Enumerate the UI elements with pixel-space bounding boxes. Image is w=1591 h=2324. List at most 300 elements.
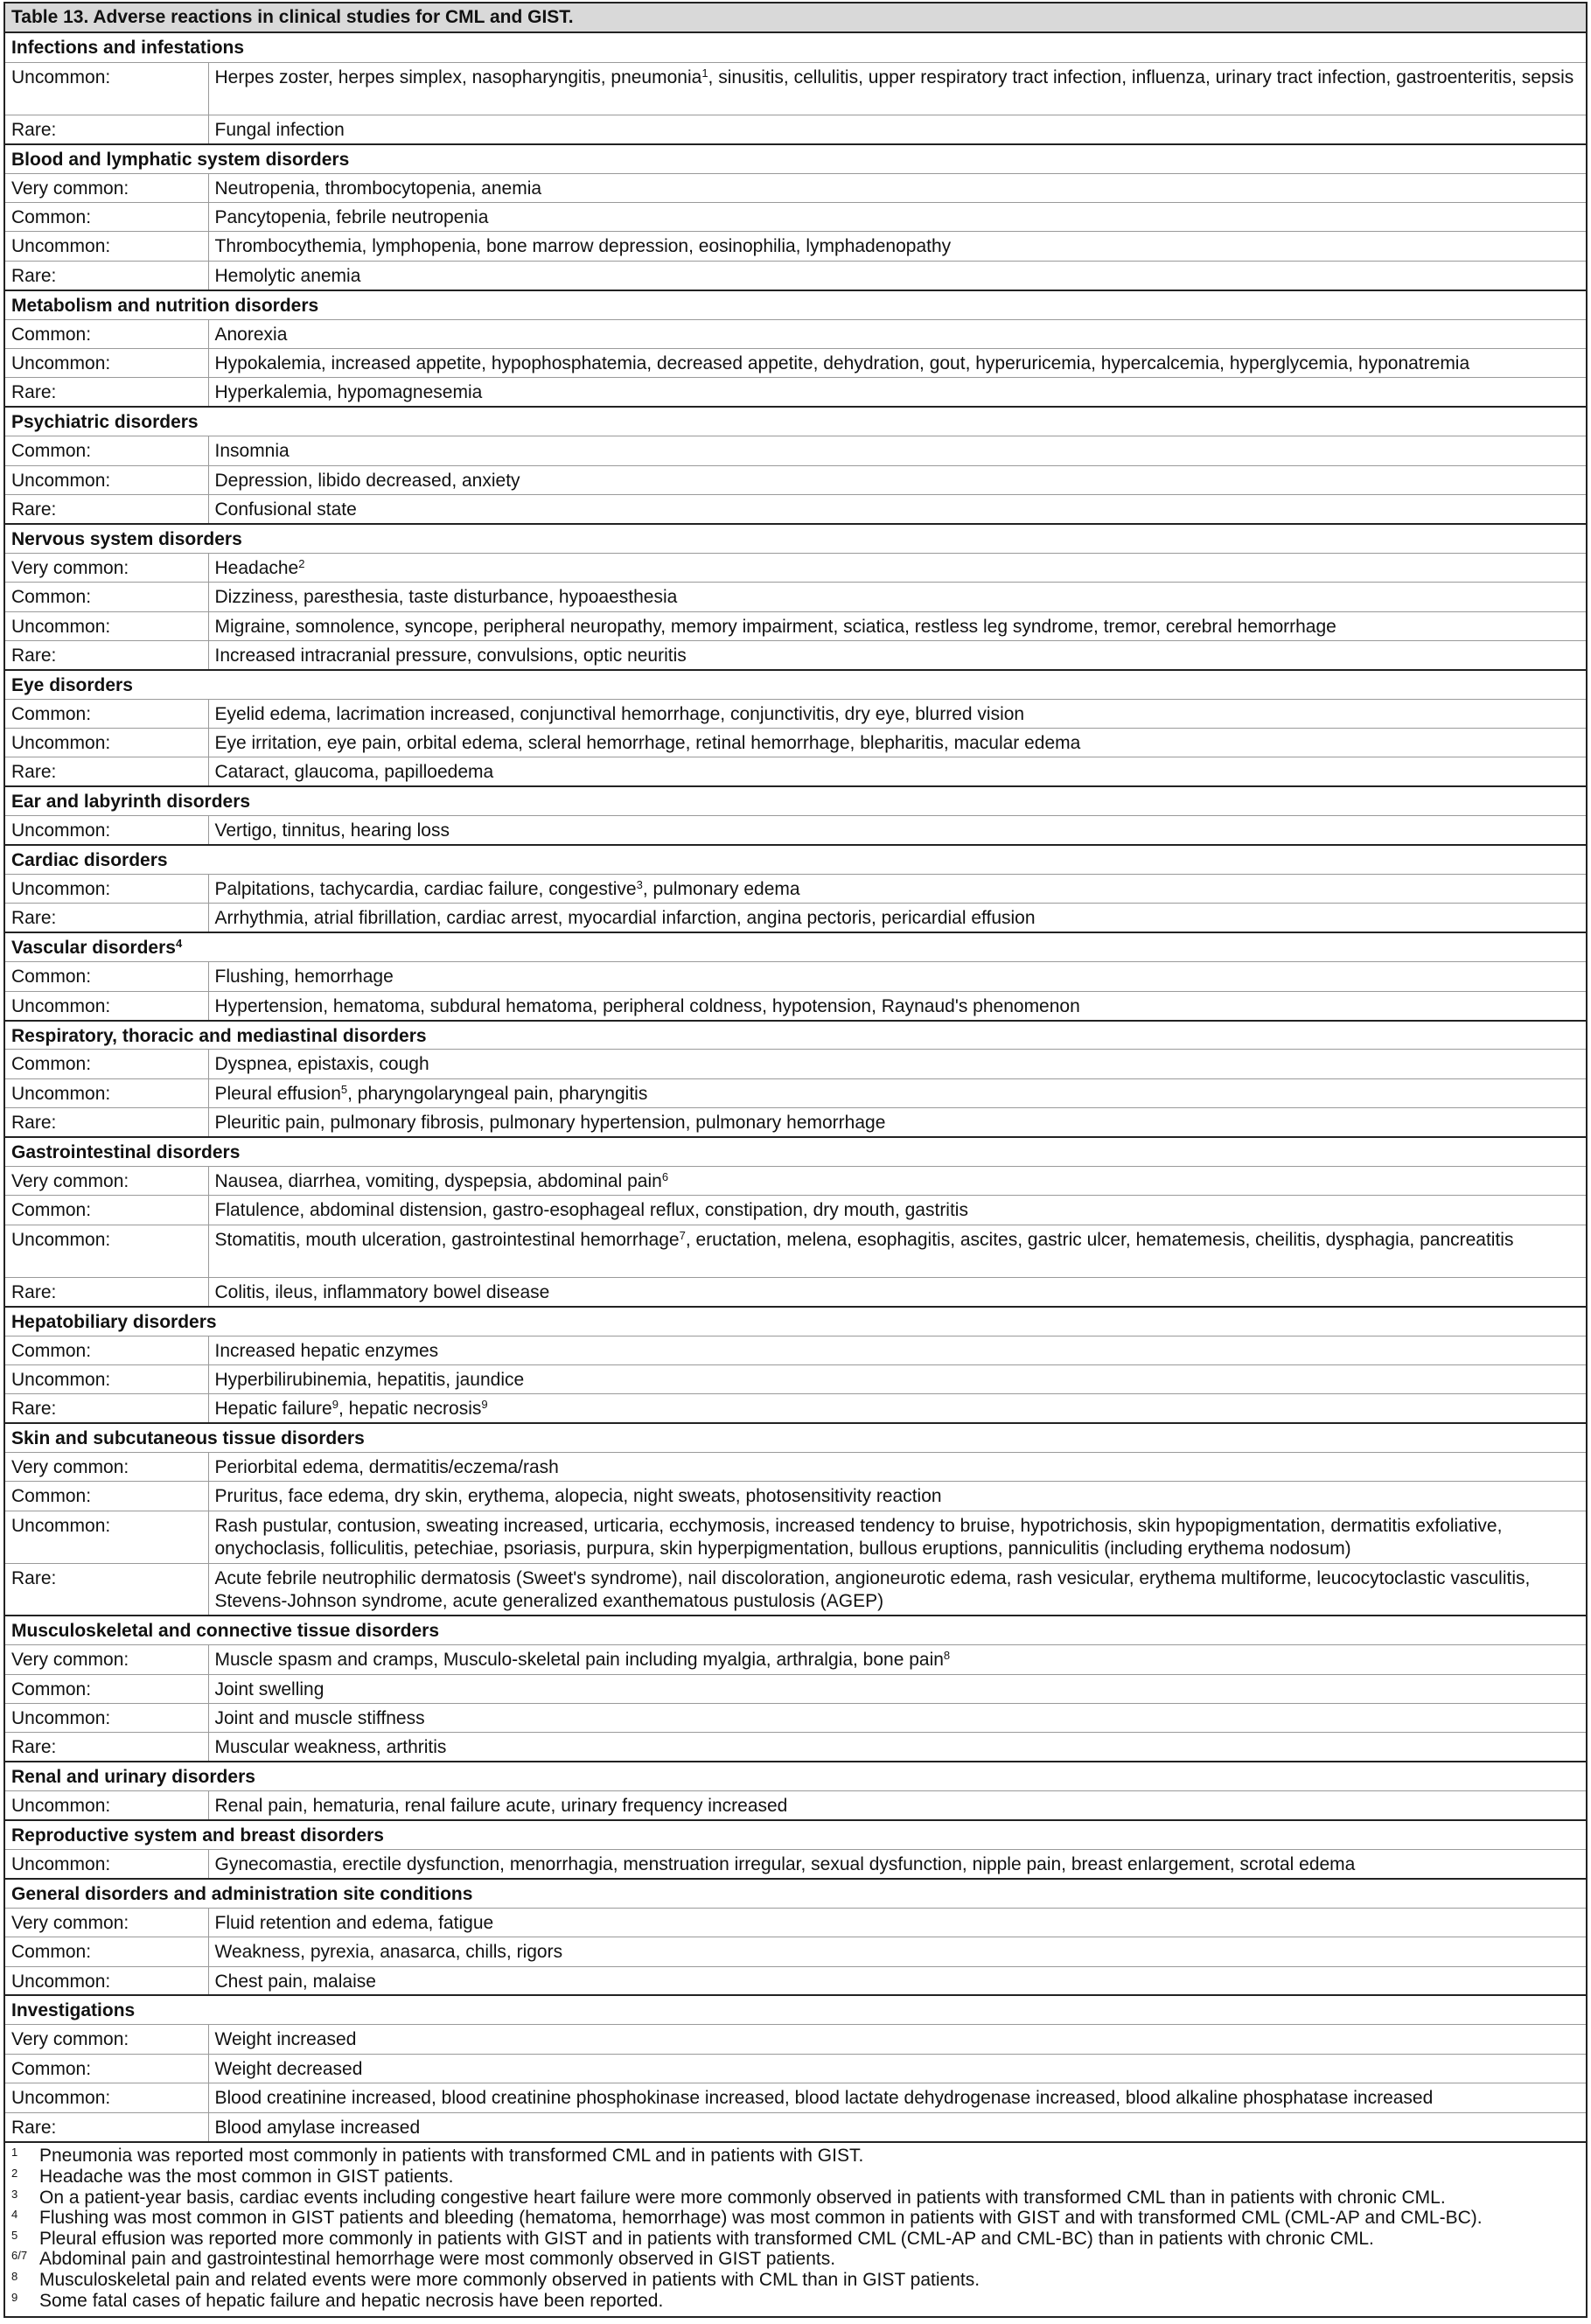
table-row [5,757,1586,786]
reaction-list [208,1563,1586,1616]
frequency-label: Common: [5,1937,208,1966]
section [5,1307,1586,1424]
table-row [5,1078,1586,1107]
reaction-text: Increased intracranial pressure, convulsions, optic neuritis [214,645,687,666]
reaction-list [208,232,1586,261]
table-row [5,1225,1586,1277]
reaction-text: Joint and muscle stiffness [214,1708,425,1729]
table-row [5,349,1586,378]
footnote [11,2249,1580,2270]
reaction-text: Nausea, diarrhea, vomiting, dyspepsia, abdominal pain [214,1170,662,1191]
table-row [5,1277,1586,1306]
frequency-label: Very common: [5,1453,208,1482]
footnote-ref: 8 [943,1649,951,1663]
frequency-label: Very common: [5,173,208,202]
section [5,1616,1586,1762]
reaction-list [208,115,1586,143]
section-header-row [5,1423,1586,1452]
reaction-list [208,699,1586,728]
section-title [5,524,1586,553]
reaction-text: Pancytopenia, febrile neutropenia [214,207,489,228]
footnote-mark: 9 [11,2290,18,2304]
section-title [5,290,1586,319]
section-header-row [5,290,1586,319]
reaction-list [208,319,1586,348]
reaction-list [208,1704,1586,1733]
frequency-label: Very common: [5,1166,208,1195]
section-title [5,1137,1586,1166]
table-row [5,729,1586,757]
frequency-label: Rare: [5,2112,208,2141]
frequency-label: Uncommon: [5,991,208,1020]
section-header-row [5,1879,1586,1908]
reaction-text: Eye irritation, eye pain, orbital edema, scleral hemorrhage, retinal hemorrhage, blepharitis, macular edema [214,733,1081,754]
section-title [5,1879,1586,1908]
table-row [5,465,1586,494]
table-row [5,1364,1586,1393]
section-title-text: Gastrointestinal disorders [11,1142,241,1163]
section-header-row [5,845,1586,874]
section-title [5,1616,1586,1644]
reaction-text: Fluid retention and edema, fatigue [214,1912,494,1933]
reaction-text: Hypertension, hematoma, subdural hematoma, peripheral coldness, hypotension, Raynaud's phenomenon [214,995,1080,1016]
section-header-row [5,407,1586,436]
footnote [11,2229,1580,2250]
frequency-label: Uncommon: [5,1078,208,1107]
frequency-label: Common: [5,1050,208,1078]
frequency-label: Rare: [5,757,208,786]
section [5,524,1586,670]
reaction-list [208,611,1586,640]
reaction-text: Dyspnea, epistaxis, cough [214,1054,429,1075]
reaction-list [208,2025,1586,2054]
reaction-list [208,173,1586,202]
reaction-text: , pharyngolaryngeal pain, pharyngitis [347,1083,648,1104]
frequency-label: Common: [5,699,208,728]
footnote-ref: 1 [701,66,708,80]
reaction-list [208,1108,1586,1137]
table-row [5,583,1586,611]
table-row [5,1511,1586,1563]
footnote-ref: 7 [679,1228,686,1242]
table-row [5,904,1586,932]
footnotes [5,2141,1586,2316]
table-row [5,1966,1586,1995]
reaction-list [208,1674,1586,1703]
footnote-mark: 8 [11,2269,18,2283]
section-header-row [5,524,1586,553]
table-row [5,2112,1586,2141]
reaction-text: , hepatic necrosis [338,1399,482,1420]
frequency-label: Rare: [5,1394,208,1423]
frequency-label: Rare: [5,1733,208,1762]
table-row [5,2083,1586,2112]
reaction-text: Weakness, pyrexia, anasarca, chills, rigors [214,1942,563,1963]
footnote-ref: 9 [331,1398,338,1412]
reaction-text: Weight increased [214,2029,357,2050]
section-title-text: General disorders and administration site conditions [11,1883,473,1904]
table-row [5,1166,1586,1195]
frequency-label: Uncommon: [5,2083,208,2112]
footnote-mark: 1 [11,2146,18,2160]
footnote-mark: 2 [11,2166,18,2180]
footnote-mark: 5 [11,2228,18,2242]
table-row [5,1908,1586,1937]
section-title [5,1423,1586,1452]
frequency-label: Uncommon: [5,729,208,757]
table-row [5,553,1586,582]
reaction-text: Gynecomastia, erectile dysfunction, menorrhagia, menstruation irregular, sexual dysfunction, nipple pain, breast enlargement, scrotal edema [214,1853,1356,1874]
frequency-label: Rare: [5,115,208,143]
reaction-list [208,1937,1586,1966]
footnote [11,2167,1580,2188]
frequency-label: Uncommon: [5,1791,208,1820]
reaction-list [208,2083,1586,2112]
footnote [11,2146,1580,2167]
section [5,1137,1586,1307]
table-caption: Table 13. Adverse reactions in clinical studies for CML and GIST. [5,3,1586,33]
footnote-text: On a patient-year basis, cardiac events including congestive heart failure were more commonly observed in patients with transformed CML than in patients with chronic CML. [39,2187,1446,2208]
footnote [11,2270,1580,2291]
reaction-text: Blood creatinine increased, blood creatinine phosphokinase increased, blood lactate dehydrogenase increased, blood alkaline phosphatase increased [214,2088,1434,2109]
table-row [5,494,1586,523]
frequency-label: Rare: [5,1108,208,1137]
table-row [5,816,1586,845]
footnote-mark: 3 [11,2187,18,2201]
reaction-list [208,991,1586,1020]
table-row [5,261,1586,290]
section-title [5,1995,1586,2024]
reaction-list [208,1511,1586,1563]
reaction-list [208,436,1586,465]
table-row [5,1937,1586,1966]
section-title [5,670,1586,699]
reaction-text: Migraine, somnolence, syncope, peripheral neuropathy, memory impairment, sciatica, restless leg syndrome, tremor, cerebral hemorrhage [214,616,1336,637]
section-title [5,845,1586,874]
table-row [5,1482,1586,1511]
footnote-text: Pleural effusion was reported more commonly in patients with GIST and in patients with transformed CML (CML-AP and CML-BC) than in patients with chronic CML. [39,2228,1374,2249]
reaction-list [208,349,1586,378]
reaction-list [208,1482,1586,1511]
reaction-list [208,757,1586,786]
frequency-label: Uncommon: [5,875,208,904]
footnote-text: Flushing was most common in GIST patients and bleeding (hematoma, hemorrhage) was most common in patients with GIST and with transformed CML (CML-AP and CML-BC). [39,2208,1483,2229]
footnote-ref: 3 [636,878,643,892]
table-row [5,378,1586,407]
reaction-text: Arrhythmia, atrial fibrillation, cardiac arrest, myocardial infarction, angina pectoris, pericardial effusion [214,908,1036,929]
reaction-list [208,494,1586,523]
frequency-label: Common: [5,2054,208,2083]
section-header-row [5,144,1586,173]
section [5,33,1586,144]
footnote-text: Musculoskeletal pain and related events were more commonly observed in patients with CML than in GIST patients. [39,2269,980,2290]
section-title-text: Renal and urinary disorders [11,1767,255,1788]
reaction-list [208,875,1586,904]
reaction-list [208,465,1586,494]
frequency-label: Common: [5,962,208,991]
reaction-list [208,1908,1586,1937]
section-title-text: Nervous system disorders [11,528,242,549]
table-row [5,875,1586,904]
reaction-text: Acute febrile neutrophilic dermatosis (Sweet's syndrome), nail discoloration, angioneurotic edema, rash vesicular, erythema multiforme, leucocytoclastic vasculitis, Stevens-Johnson syndrome, acute generalized exanthematous pustulosis (AGEP) [214,1567,1531,1611]
reaction-text: Increased hepatic enzymes [214,1340,439,1361]
table-row [5,232,1586,261]
footnote-ref: 5 [340,1082,348,1096]
table-row [5,2025,1586,2054]
section-header-row [5,786,1586,815]
table-row [5,1050,1586,1078]
reaction-list [208,62,1586,115]
table-row [5,611,1586,640]
frequency-label: Uncommon: [5,1704,208,1733]
reaction-text: Insomnia [214,441,290,462]
reaction-list [208,1196,1586,1225]
reaction-list [208,261,1586,290]
reaction-list [208,203,1586,232]
section-header-row [5,1307,1586,1336]
reaction-list [208,378,1586,407]
frequency-label: Uncommon: [5,1849,208,1878]
reaction-list [208,1791,1586,1820]
frequency-label: Very common: [5,1645,208,1674]
frequency-label: Uncommon: [5,816,208,845]
section-title-text: Cardiac disorders [11,850,168,871]
reaction-text: Confusional state [214,499,357,520]
reaction-list [208,904,1586,932]
table-row [5,436,1586,465]
section-title-text: Hepatobiliary disorders [11,1311,217,1332]
section-title-text: Psychiatric disorders [11,412,199,433]
reaction-text: Hyperkalemia, hypomagnesemia [214,382,483,403]
adverse-reactions-document [3,2,1588,2318]
table-row [5,1394,1586,1423]
reaction-text: Vertigo, tinnitus, hearing loss [214,820,450,841]
section-title-text: Respiratory, thoracic and mediastinal disorders [11,1025,427,1046]
frequency-label: Rare: [5,494,208,523]
section [5,670,1586,787]
frequency-label: Common: [5,1196,208,1225]
reaction-text: Fungal infection [214,119,345,140]
table-row [5,1645,1586,1674]
section-header-row [5,1820,1586,1849]
reaction-text: Thrombocythemia, lymphopenia, bone marrow depression, eosinophilia, lymphadenopathy [214,236,952,257]
section-header-row [5,33,1586,62]
section [5,1879,1586,1996]
reaction-text: Weight decreased [214,2058,363,2079]
section-header-row [5,1762,1586,1790]
reaction-text: Chest pain, malaise [214,1971,376,1992]
frequency-label: Uncommon: [5,611,208,640]
frequency-label: Uncommon: [5,1364,208,1393]
frequency-label: Common: [5,319,208,348]
reaction-text: Depression, libido decreased, anxiety [214,470,520,491]
table-row [5,173,1586,202]
footnote [11,2208,1580,2229]
frequency-label: Rare: [5,904,208,932]
table-row [5,1849,1586,1878]
reaction-list [208,1966,1586,1995]
section-header-row [5,1616,1586,1644]
frequency-label: Uncommon: [5,1511,208,1563]
reaction-text: Hemolytic anemia [214,265,361,286]
reaction-text: Pleural effusion [214,1083,341,1104]
section [5,845,1586,932]
reaction-text: Pleuritic pain, pulmonary fibrosis, pulmonary hypertension, pulmonary hemorrhage [214,1113,886,1134]
reaction-text: Muscular weakness, arthritis [214,1737,447,1758]
section-title [5,144,1586,173]
table-row [5,1704,1586,1733]
reaction-text: , eructation, melena, esophagitis, ascites, gastric ulcer, hematemesis, cheilitis, dysphagia, pancreatitis [685,1229,1514,1250]
section [5,1995,1586,2141]
footnote-mark: 6/7 [11,2249,28,2263]
frequency-label: Very common: [5,553,208,582]
section [5,932,1586,1020]
frequency-label: Uncommon: [5,62,208,115]
table-row [5,1196,1586,1225]
reaction-list [208,729,1586,757]
table-row [5,2054,1586,2083]
reaction-list [208,1050,1586,1078]
reaction-text: Headache [214,557,299,578]
section-title [5,1820,1586,1849]
section-title-text: Metabolism and nutrition disorders [11,295,319,316]
reaction-list [208,2054,1586,2083]
frequency-label: Very common: [5,2025,208,2054]
reaction-text: Flatulence, abdominal distension, gastro-esophageal reflux, constipation, dry mouth, gastritis [214,1200,968,1221]
reaction-text: Pruritus, face edema, dry skin, erythema, alopecia, night sweats, photosensitivity reaction [214,1486,942,1507]
frequency-label: Common: [5,1674,208,1703]
section [5,144,1586,290]
section-title [5,786,1586,815]
section-title [5,1021,1586,1050]
section-title-text: Infections and infestations [11,38,245,58]
reaction-text: Blood amylase increased [214,2117,421,2138]
table-row [5,203,1586,232]
footnote-mark: 4 [11,2208,18,2222]
reaction-text: Palpitations, tachycardia, cardiac failure, congestive [214,879,637,900]
reaction-list [208,1078,1586,1107]
reaction-list [208,2112,1586,2141]
reaction-list [208,1336,1586,1364]
reaction-list [208,1453,1586,1482]
reaction-text: Stomatitis, mouth ulceration, gastrointestinal hemorrhage [214,1229,680,1250]
reaction-text: Muscle spasm and cramps, Musculo-skeletal pain including myalgia, arthralgia, bone pain [214,1650,944,1671]
frequency-label: Uncommon: [5,1225,208,1277]
frequency-label: Uncommon: [5,1966,208,1995]
table-row [5,1563,1586,1616]
reaction-text: Neutropenia, thrombocytopenia, anemia [214,178,542,199]
section-title-text: Investigations [11,2000,136,2021]
footnote-ref: 4 [175,937,183,951]
reaction-text: Joint swelling [214,1678,324,1699]
reaction-text: Anorexia [214,324,288,345]
reaction-list [208,1277,1586,1306]
section-title-text: Reproductive system and breast disorders [11,1825,384,1846]
section-header-row [5,670,1586,699]
section [5,1820,1586,1879]
reaction-list [208,1645,1586,1674]
table-row [5,962,1586,991]
section-title-text: Blood and lymphatic system disorders [11,149,350,170]
section-title [5,1762,1586,1790]
reaction-list [208,640,1586,669]
table-row [5,1453,1586,1482]
footnote-ref: 6 [661,1169,669,1183]
frequency-label: Common: [5,583,208,611]
reaction-text: Periorbital edema, dermatitis/eczema/rash [214,1457,559,1478]
frequency-label: Rare: [5,261,208,290]
adverse-reactions-table [5,33,1586,2141]
section-title-text: Skin and subcutaneous tissue disorders [11,1428,365,1449]
table-row [5,1336,1586,1364]
reaction-text: Hepatic failure [214,1399,332,1420]
section [5,786,1586,845]
table-row [5,991,1586,1020]
frequency-label: Uncommon: [5,465,208,494]
footnote-text: Some fatal cases of hepatic failure and hepatic necrosis have been reported. [39,2290,664,2311]
reaction-text: Rash pustular, contusion, sweating increased, urticaria, ecchymosis, increased tendency to bruise, hypotrichosis, skin hypopigmentation, dermatitis exfoliative, onychoclasis, folliculitis, petechiae, psoriasis, purpura, skin hyperpigmentation, bullous eruptions, panniculitis (including erythema nodosum) [214,1515,1503,1559]
frequency-label: Rare: [5,640,208,669]
section [5,1423,1586,1616]
section-title-text: Eye disorders [11,674,133,695]
footnote-ref: 9 [481,1398,488,1412]
reaction-list [208,816,1586,845]
reaction-list [208,553,1586,582]
section-header-row [5,932,1586,961]
table-row [5,62,1586,115]
footnote-text: Pneumonia was reported most commonly in patients with transformed CML and in patients with GIST. [39,2146,864,2167]
frequency-label: Rare: [5,1563,208,1616]
section-title [5,33,1586,62]
section-title [5,407,1586,436]
section [5,290,1586,408]
section-header-row [5,1995,1586,2024]
section-title-text: Ear and labyrinth disorders [11,792,251,813]
footnote [11,2188,1580,2209]
table-row [5,1733,1586,1762]
table-row [5,699,1586,728]
table-row [5,1674,1586,1703]
section-title [5,1307,1586,1336]
frequency-label: Common: [5,436,208,465]
frequency-label: Common: [5,1336,208,1364]
reaction-list [208,1394,1586,1423]
footnote-text: Abdominal pain and gastrointestinal hemorrhage were most commonly observed in GIST patients. [39,2249,836,2270]
frequency-label: Common: [5,203,208,232]
reaction-list [208,962,1586,991]
reaction-text: , pulmonary edema [642,879,800,900]
table-row [5,115,1586,143]
section [5,407,1586,524]
table-row [5,319,1586,348]
section-title [5,932,1586,961]
frequency-label: Uncommon: [5,349,208,378]
footnote-text: Headache was the most common in GIST patients. [39,2166,454,2187]
table-row [5,1108,1586,1137]
reaction-text: Flushing, hemorrhage [214,967,394,988]
section-header-row [5,1137,1586,1166]
section-title-text: Vascular disorders [11,938,176,959]
footnote [11,2291,1580,2312]
reaction-list [208,1166,1586,1195]
section-header-row [5,1021,1586,1050]
reaction-text: Hyperbilirubinemia, hepatitis, jaundice [214,1369,525,1390]
reaction-list [208,1849,1586,1878]
frequency-label: Common: [5,1482,208,1511]
frequency-label: Rare: [5,378,208,407]
reaction-list [208,1733,1586,1762]
reaction-text: Eyelid edema, lacrimation increased, conjunctival hemorrhage, conjunctivitis, dry eye, blurred vision [214,703,1025,724]
